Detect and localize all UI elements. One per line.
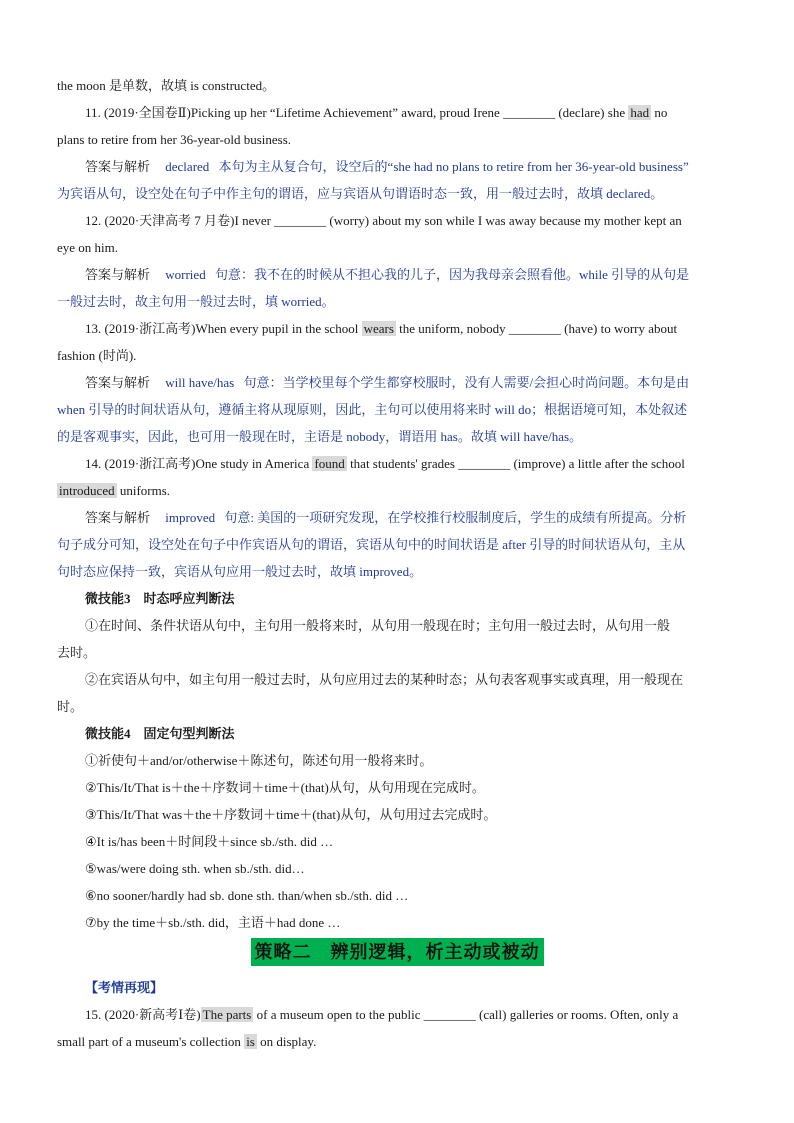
skill-4-rule-3 <box>57 801 737 828</box>
rule-text: ⑥no sooner/hardly had sb. done sth. than/when sb./sth. did … <box>85 888 409 903</box>
question-12-cont <box>57 234 737 261</box>
highlighted-word: introduced <box>59 483 115 498</box>
skill-3-rule-1-cont <box>57 639 737 666</box>
rule-text: ②This/It/That is＋the＋序数词＋time＋(that)从句，从句用现在完成时。 <box>85 780 485 795</box>
answer-explanation: 本句为主从复合句，设空后的“she had no plans to retire from her 36-year-old business” <box>218 159 689 174</box>
rule-text: 去时。 <box>57 645 97 660</box>
question-text: eye on him. <box>57 240 119 255</box>
section-tag-line <box>57 974 737 1001</box>
answer-label: 答案与解析 <box>85 159 151 174</box>
question-text: uniforms. <box>116 483 171 498</box>
section-title: 微技能3 时态呼应判断法 <box>85 591 235 606</box>
rule-text: 时。 <box>57 699 84 714</box>
answer-explanation: 句子成分可知，设空处在句子中作宾语从句的谓语，宾语从句中的时间状语是 after 引导的时间状语从句，主从 <box>57 537 686 552</box>
question-text: 11. (2019·全国卷Ⅱ)Picking up her “Lifetime Achievement” award, proud Irene ________ (declare) she <box>85 105 629 120</box>
answer-explanation: 句意：我不在的时候从不担心我的儿子，因为我母亲会照看他。while 引导的从句是 <box>214 267 690 282</box>
highlighted-word: found <box>314 456 345 471</box>
answer-11 <box>57 153 737 180</box>
highlighted-word: is <box>246 1034 255 1049</box>
highlighted-word: The parts <box>202 1007 252 1022</box>
strategy-heading-wrap <box>57 938 737 974</box>
answer-13-cont-2 <box>57 423 737 450</box>
answer-13-cont <box>57 396 737 423</box>
question-text: that students' grades ________ (improve) a little after the school <box>346 456 685 471</box>
skill-4-rule-7 <box>57 909 737 936</box>
question-text: 12. (2020·天津高考 7 月卷)I never ________ (worry) about my son while I was away because my mother kept an <box>85 213 682 228</box>
answer-label: 答案与解析 <box>85 267 151 282</box>
answer-value: improved <box>165 510 216 525</box>
answer-explanation: 一般过去时，故主句用一般过去时，填 worried。 <box>57 294 335 309</box>
answer-explanation: 句意: 美国的一项研究发现，在学校推行校服制度后，学生的成绩有所提高。分析 <box>224 510 687 525</box>
answer-label: 答案与解析 <box>85 375 151 390</box>
question-text: of a museum open to the public ________ (call) galleries or rooms. Often, only a <box>253 1007 679 1022</box>
question-12 <box>57 207 737 234</box>
skill-3-title <box>57 585 737 612</box>
question-text: on display. <box>256 1034 317 1049</box>
skill-3-rule-2-cont <box>57 693 737 720</box>
rule-text: ②在宾语从句中，如主句用一般过去时，从句应用过去的某种时态；从句表客观事实或真理，用一般现在 <box>85 672 684 687</box>
answer-value: will have/has <box>165 375 235 390</box>
question-text: 13. (2019·浙江高考)When every pupil in the school <box>85 321 362 336</box>
skill-4-rule-2 <box>57 774 737 801</box>
skill-3-rule-2 <box>57 666 737 693</box>
answer-13 <box>57 369 737 396</box>
question-11 <box>57 99 737 126</box>
question-11-cont <box>57 126 737 153</box>
strategy-heading: 策略二 辨别逻辑，析主动或被动 <box>251 938 544 966</box>
question-13-cont <box>57 342 737 369</box>
answer-12-cont <box>57 288 737 315</box>
question-text: the uniform, nobody ________ (have) to worry about <box>395 321 678 336</box>
question-13 <box>57 315 737 342</box>
rule-text: ①在时间、条件状语从句中，主句用一般将来时，从句用一般现在时；主句用一般过去时，从句用一般 <box>85 618 671 633</box>
answer-14-cont <box>57 531 737 558</box>
question-15-cont <box>57 1028 737 1055</box>
question-14 <box>57 450 737 477</box>
question-text: plans to retire from her 36-year-old business. <box>57 132 292 147</box>
answer-explanation: 句意：当学校里每个学生都穿校服时，没有人需要/会担心时尚问题。本句是由 <box>243 375 690 390</box>
highlighted-word: had <box>630 105 650 120</box>
skill-3-rule-1 <box>57 612 737 639</box>
answer-14 <box>57 504 737 531</box>
skill-4-rule-4 <box>57 828 737 855</box>
answer-value: declared <box>165 159 210 174</box>
answer-12 <box>57 261 737 288</box>
answer-label: 答案与解析 <box>85 510 151 525</box>
skill-4-rule-6 <box>57 882 737 909</box>
question-text: fashion (时尚). <box>57 348 137 363</box>
question-text: 15. (2020·新高考Ⅰ卷) <box>85 1007 201 1022</box>
answer-11-cont <box>57 180 737 207</box>
rule-text: ①祈使句＋and/or/otherwise＋陈述句，陈述句用一般将来时。 <box>85 753 433 768</box>
paragraph-text: the moon 是单数，故填 is constructed。 <box>57 78 276 93</box>
answer-explanation: 句时态应保持一致，宾语从句应用一般过去时，故填 improved。 <box>57 564 423 579</box>
section-title: 微技能4 固定句型判断法 <box>85 726 235 741</box>
skill-4-title <box>57 720 737 747</box>
question-text: 14. (2019·浙江高考)One study in America <box>85 456 313 471</box>
document-page <box>57 72 737 1055</box>
rule-text: ⑦by the time＋sb./sth. did，主语＋had done … <box>85 915 341 930</box>
answer-explanation: when 引导的时间状语从句，遵循主将从现原则，因此，主句可以使用将来时 will do；根据语境可知，本处叙述 <box>57 402 688 417</box>
answer-explanation: 的是客观事实，因此，也可用一般现在时，主语是 nobody，谓语用 has。故填 will have/has。 <box>57 429 583 444</box>
answer-value: worried <box>165 267 206 282</box>
rule-text: ⑤was/were doing sth. when sb./sth. did… <box>85 861 305 876</box>
text-line <box>57 72 737 99</box>
rule-text: ③This/It/That was＋the＋序数词＋time＋(that)从句，从句用过去完成时。 <box>85 807 497 822</box>
answer-explanation: 为宾语从句，设空处在句子中作主句的谓语，应与宾语从句谓语时态一致，用一般过去时，故填 declared。 <box>57 186 664 201</box>
rule-text: ④It is/has been＋时间段＋since sb./sth. did … <box>85 834 334 849</box>
question-14-cont <box>57 477 737 504</box>
answer-14-cont-2 <box>57 558 737 585</box>
section-tag: 【考情再现】 <box>85 980 164 995</box>
question-text: small part of a museum's collection <box>57 1034 245 1049</box>
question-15 <box>57 1001 737 1028</box>
question-text: no <box>651 105 668 120</box>
skill-4-rule-5 <box>57 855 737 882</box>
skill-4-rule-1 <box>57 747 737 774</box>
highlighted-word: wears <box>363 321 394 336</box>
